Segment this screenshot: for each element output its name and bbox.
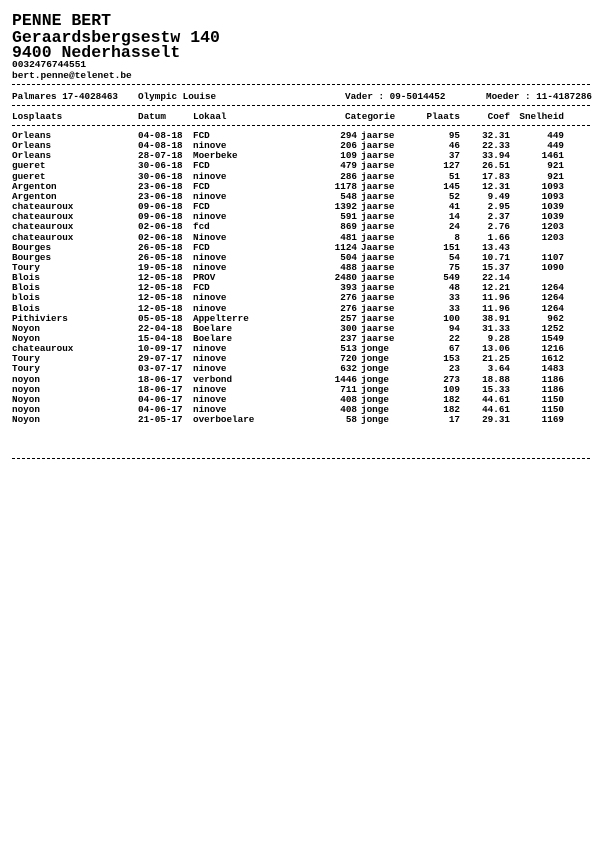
- cell-coef: 1.66: [487, 231, 510, 243]
- owner-name: PENNE BERT: [12, 11, 112, 30]
- cell-coef: 15.37: [482, 261, 510, 273]
- cell-categorie: jaarse: [361, 221, 395, 233]
- cell-categorie: jaarse: [361, 150, 395, 162]
- pigeon-name: Olympic Louise: [138, 91, 217, 102]
- cell-coef: 9.28: [487, 333, 510, 344]
- cell-coef: 3.64: [487, 363, 510, 375]
- cell-deelnemers: 294: [340, 130, 357, 141]
- cell-lokaal: PROV: [193, 272, 216, 284]
- cell-coef: 15.33: [482, 383, 510, 395]
- cell-plaats: 46: [448, 140, 460, 152]
- cell-losplaats: Orleans: [12, 130, 52, 141]
- cell-deelnemers: 109: [340, 150, 357, 162]
- cell-deelnemers: 711: [340, 383, 357, 395]
- cell-lokaal: FCD: [193, 160, 210, 172]
- cell-snelheid: 1483: [541, 363, 564, 375]
- cell-coef: 2.37: [487, 211, 510, 223]
- table-row: [0, 293, 600, 303]
- cell-plaats: 17: [448, 414, 460, 426]
- father-label: Vader : 09-5014452: [345, 91, 446, 102]
- cell-losplaats: blois: [12, 292, 40, 304]
- owner-city: 9400 Nederhasselt: [12, 43, 181, 62]
- cell-categorie: jaarse: [361, 333, 395, 344]
- cell-categorie: jaarse: [361, 211, 395, 223]
- cell-snelheid: 1093: [541, 180, 564, 192]
- table-row: [0, 354, 600, 364]
- cell-datum: 04-08-18: [138, 130, 183, 141]
- cell-categorie: jonge: [361, 373, 389, 385]
- cell-categorie: jonge: [361, 393, 389, 405]
- table-row: [0, 314, 600, 324]
- cell-deelnemers: 548: [340, 190, 357, 202]
- cell-losplaats: Toury: [12, 363, 40, 375]
- cell-datum: 02-06-18: [138, 221, 183, 233]
- cell-deelnemers: 481: [340, 231, 357, 243]
- cell-datum: 26-05-18: [138, 251, 183, 263]
- header-coef: Coef: [487, 111, 510, 122]
- cell-losplaats: noyon: [12, 383, 40, 395]
- cell-coef: 29.31: [482, 414, 510, 426]
- cell-plaats: 48: [448, 282, 460, 294]
- cell-datum: 26-05-18: [138, 241, 183, 253]
- table-row: [0, 304, 600, 314]
- cell-datum: 03-07-17: [138, 363, 183, 375]
- cell-lokaal: ninove: [193, 140, 227, 152]
- divider: [12, 84, 590, 85]
- cell-coef: 32.31: [482, 130, 510, 141]
- cell-snelheid: 1039: [541, 211, 564, 223]
- table-row: [0, 415, 600, 425]
- cell-coef: 38.91: [482, 312, 510, 324]
- cell-categorie: jaarse: [361, 170, 395, 182]
- cell-lokaal: ninove: [193, 353, 227, 365]
- cell-categorie: jaarse: [361, 130, 395, 141]
- cell-datum: 19-05-18: [138, 261, 183, 273]
- divider: [12, 105, 590, 106]
- cell-plaats: 153: [443, 353, 460, 365]
- table-row: [0, 131, 600, 141]
- cell-snelheid: 1150: [541, 404, 564, 416]
- cell-deelnemers: 408: [340, 393, 357, 405]
- cell-plaats: 95: [448, 130, 460, 141]
- divider: [12, 125, 590, 126]
- cell-losplaats: chateauroux: [12, 211, 74, 223]
- cell-deelnemers: 632: [340, 363, 357, 375]
- cell-lokaal: FCD: [193, 180, 210, 192]
- cell-plaats: 23: [448, 363, 460, 375]
- cell-losplaats: Noyon: [12, 333, 40, 344]
- cell-plaats: 52: [448, 190, 460, 202]
- cell-deelnemers: 408: [340, 404, 357, 416]
- cell-datum: 30-06-18: [138, 160, 183, 172]
- cell-datum: 12-05-18: [138, 282, 183, 294]
- cell-lokaal: FCD: [193, 130, 210, 141]
- cell-plaats: 549: [443, 272, 460, 284]
- cell-deelnemers: 276: [340, 292, 357, 304]
- cell-datum: 23-06-18: [138, 180, 183, 192]
- cell-lokaal: Boelare: [193, 333, 233, 344]
- cell-coef: 33.94: [482, 150, 510, 162]
- cell-categorie: jaarse: [361, 180, 395, 192]
- cell-categorie: jonge: [361, 414, 389, 426]
- cell-losplaats: chateauroux: [12, 221, 74, 233]
- cell-coef: 9.49: [487, 190, 510, 202]
- cell-snelheid: 1252: [541, 322, 564, 334]
- cell-plaats: 22: [448, 333, 460, 344]
- cell-datum: 05-05-18: [138, 312, 183, 324]
- cell-lokaal: ninove: [193, 292, 227, 304]
- table-row: [0, 375, 600, 385]
- table-row: [0, 172, 600, 182]
- cell-snelheid: 1203: [541, 231, 564, 243]
- cell-losplaats: chateauroux: [12, 201, 74, 213]
- divider: [12, 458, 590, 459]
- cell-snelheid: 449: [547, 130, 564, 141]
- cell-losplaats: Toury: [12, 261, 40, 273]
- cell-snelheid: 1107: [541, 251, 564, 263]
- cell-plaats: 109: [443, 383, 460, 395]
- cell-deelnemers: 257: [340, 312, 357, 324]
- cell-coef: 18.88: [482, 373, 510, 385]
- cell-deelnemers: 58: [345, 414, 357, 426]
- cell-datum: 21-05-17: [138, 414, 183, 426]
- cell-lokaal: ninove: [193, 261, 227, 273]
- owner-street: Geraardsbergsestw 140: [12, 28, 220, 47]
- cell-lokaal: ninove: [193, 393, 227, 405]
- cell-lokaal: verbond: [193, 373, 233, 385]
- cell-plaats: 94: [448, 322, 460, 334]
- cell-coef: 21.25: [482, 353, 510, 365]
- cell-coef: 2.95: [487, 201, 510, 213]
- cell-lokaal: ninove: [193, 302, 227, 314]
- table-row: [0, 141, 600, 151]
- cell-categorie: jonge: [361, 383, 389, 395]
- cell-deelnemers: 206: [340, 140, 357, 152]
- cell-datum: 04-08-18: [138, 140, 183, 152]
- cell-categorie: jaarse: [361, 261, 395, 273]
- table-header: [0, 112, 600, 122]
- cell-datum: 12-05-18: [138, 292, 183, 304]
- cell-coef: 31.33: [482, 322, 510, 334]
- cell-datum: 15-04-18: [138, 333, 183, 344]
- palmares-label: Palmares 17-4028463: [12, 91, 119, 102]
- cell-coef: 12.21: [482, 282, 510, 294]
- cell-coef: 12.31: [482, 180, 510, 192]
- cell-losplaats: Argenton: [12, 180, 57, 192]
- header-plaats: Plaats: [426, 111, 460, 122]
- cell-datum: 18-06-17: [138, 373, 183, 385]
- cell-coef: 44.61: [482, 393, 510, 405]
- header-losplaats: Losplaats: [12, 111, 63, 122]
- cell-snelheid: 1186: [541, 383, 564, 395]
- cell-deelnemers: 276: [340, 302, 357, 314]
- cell-lokaal: FCD: [193, 201, 210, 213]
- cell-deelnemers: 1392: [334, 201, 357, 213]
- cell-datum: 22-04-18: [138, 322, 183, 334]
- cell-coef: 22.14: [482, 272, 510, 284]
- cell-categorie: jaarse: [361, 140, 395, 152]
- cell-deelnemers: 393: [340, 282, 357, 294]
- cell-lokaal: ninove: [193, 251, 227, 263]
- cell-losplaats: gueret: [12, 170, 46, 182]
- mother-label: Moeder : 11-4187286: [485, 91, 592, 102]
- header-lokaal: Lokaal: [193, 111, 227, 122]
- pigeon-info-line: [0, 92, 600, 102]
- cell-losplaats: chateauroux: [12, 231, 74, 243]
- cell-snelheid: 921: [547, 170, 564, 182]
- table-row: [0, 385, 600, 395]
- table-row: [0, 334, 600, 344]
- cell-losplaats: gueret: [12, 160, 46, 172]
- cell-snelheid: 449: [547, 140, 564, 152]
- cell-lokaal: FCD: [193, 241, 210, 253]
- cell-coef: 17.83: [482, 170, 510, 182]
- cell-lokaal: ninove: [193, 170, 227, 182]
- cell-lokaal: ninove: [193, 363, 227, 375]
- cell-categorie: jaarse: [361, 322, 395, 334]
- cell-plaats: 41: [448, 201, 460, 213]
- cell-coef: 10.71: [482, 251, 510, 263]
- cell-datum: 12-05-18: [138, 272, 183, 284]
- cell-datum: 18-06-17: [138, 383, 183, 395]
- cell-snelheid: 1186: [541, 373, 564, 385]
- cell-datum: 02-06-18: [138, 231, 183, 243]
- cell-losplaats: Orleans: [12, 140, 52, 152]
- cell-categorie: jonge: [361, 353, 389, 365]
- table-row: [0, 253, 600, 263]
- cell-lokaal: FCD: [193, 282, 210, 294]
- cell-deelnemers: 237: [340, 333, 357, 344]
- cell-categorie: jaarse: [361, 201, 395, 213]
- cell-coef: 11.96: [482, 292, 510, 304]
- cell-categorie: jonge: [361, 404, 389, 416]
- cell-plaats: 182: [443, 404, 460, 416]
- cell-datum: 04-06-17: [138, 404, 183, 416]
- cell-deelnemers: 513: [340, 343, 357, 355]
- cell-coef: 11.96: [482, 302, 510, 314]
- cell-plaats: 37: [448, 150, 460, 162]
- cell-plaats: 273: [443, 373, 460, 385]
- cell-deelnemers: 720: [340, 353, 357, 365]
- cell-snelheid: 1612: [541, 353, 564, 365]
- cell-snelheid: 1169: [541, 414, 564, 426]
- cell-lokaal: ninove: [193, 404, 227, 416]
- cell-coef: 22.33: [482, 140, 510, 152]
- cell-plaats: 8: [454, 231, 460, 243]
- cell-snelheid: 1039: [541, 201, 564, 213]
- cell-categorie: Jaarse: [361, 241, 395, 253]
- cell-snelheid: 1264: [541, 292, 564, 304]
- cell-deelnemers: 1124: [334, 241, 357, 253]
- cell-snelheid: 1203: [541, 221, 564, 233]
- cell-lokaal: Appelterre: [193, 312, 249, 324]
- cell-lokaal: ninove: [193, 343, 227, 355]
- cell-snelheid: 1461: [541, 150, 564, 162]
- table-row: [0, 233, 600, 243]
- table-row: [0, 263, 600, 273]
- table-row: [0, 182, 600, 192]
- table-row: [0, 273, 600, 283]
- table-row: [0, 161, 600, 171]
- cell-lokaal: fcd: [193, 221, 210, 233]
- cell-coef: 13.43: [482, 241, 510, 253]
- cell-datum: 10-09-17: [138, 343, 183, 355]
- cell-snelheid: 1264: [541, 302, 564, 314]
- cell-deelnemers: 488: [340, 261, 357, 273]
- cell-lokaal: Boelare: [193, 322, 233, 334]
- cell-datum: 30-06-18: [138, 170, 183, 182]
- cell-deelnemers: 479: [340, 160, 357, 172]
- table-row: [0, 405, 600, 415]
- cell-losplaats: Blois: [12, 272, 40, 284]
- cell-plaats: 151: [443, 241, 460, 253]
- cell-categorie: jaarse: [361, 251, 395, 263]
- cell-coef: 13.06: [482, 343, 510, 355]
- table-row: [0, 395, 600, 405]
- cell-plaats: 67: [448, 343, 460, 355]
- cell-snelheid: 1093: [541, 190, 564, 202]
- cell-deelnemers: 286: [340, 170, 357, 182]
- cell-coef: 44.61: [482, 404, 510, 416]
- cell-losplaats: Noyon: [12, 393, 40, 405]
- cell-lokaal: ninove: [193, 383, 227, 395]
- cell-plaats: 182: [443, 393, 460, 405]
- cell-plaats: 33: [448, 292, 460, 304]
- cell-categorie: jaarse: [361, 190, 395, 202]
- owner-email: bert.penne@telenet.be: [12, 70, 132, 81]
- header-datum: Datum: [138, 111, 166, 122]
- cell-categorie: jaarse: [361, 282, 395, 294]
- header-snelheid: Snelheid: [519, 111, 564, 122]
- cell-losplaats: Bourges: [12, 241, 52, 253]
- cell-losplaats: Pithiviers: [12, 312, 68, 324]
- cell-losplaats: Orleans: [12, 150, 52, 162]
- cell-deelnemers: 1178: [334, 180, 357, 192]
- cell-coef: 2.76: [487, 221, 510, 233]
- cell-lokaal: Moerbeke: [193, 150, 238, 162]
- cell-plaats: 145: [443, 180, 460, 192]
- cell-losplaats: noyon: [12, 404, 40, 416]
- cell-snelheid: 1090: [541, 261, 564, 273]
- cell-deelnemers: 591: [340, 211, 357, 223]
- cell-plaats: 51: [448, 170, 460, 182]
- cell-deelnemers: 869: [340, 221, 357, 233]
- table-row: [0, 364, 600, 374]
- cell-categorie: jaarse: [361, 231, 395, 243]
- cell-plaats: 24: [448, 221, 460, 233]
- cell-datum: 09-06-18: [138, 201, 183, 213]
- cell-plaats: 75: [448, 261, 460, 273]
- table-row: [0, 344, 600, 354]
- cell-categorie: jaarse: [361, 312, 395, 324]
- cell-snelheid: 921: [547, 160, 564, 172]
- cell-datum: 04-06-17: [138, 393, 183, 405]
- cell-deelnemers: 1446: [334, 373, 357, 385]
- cell-coef: 26.51: [482, 160, 510, 172]
- owner-phone: 0032476744551: [12, 59, 87, 70]
- cell-plaats: 127: [443, 160, 460, 172]
- cell-snelheid: 1264: [541, 282, 564, 294]
- cell-deelnemers: 504: [340, 251, 357, 263]
- table-row: [0, 324, 600, 334]
- cell-lokaal: Ninove: [193, 231, 227, 243]
- cell-categorie: jaarse: [361, 272, 395, 284]
- cell-datum: 12-05-18: [138, 302, 183, 314]
- cell-plaats: 33: [448, 302, 460, 314]
- cell-categorie: jaarse: [361, 292, 395, 304]
- cell-lokaal: ninove: [193, 190, 227, 202]
- table-row: [0, 192, 600, 202]
- cell-losplaats: chateauroux: [12, 343, 74, 355]
- table-row: [0, 243, 600, 253]
- cell-losplaats: Argenton: [12, 190, 57, 202]
- cell-datum: 28-07-18: [138, 150, 183, 162]
- cell-losplaats: Noyon: [12, 322, 40, 334]
- cell-datum: 29-07-17: [138, 353, 183, 365]
- cell-deelnemers: 300: [340, 322, 357, 334]
- cell-snelheid: 962: [547, 312, 564, 324]
- cell-snelheid: 1216: [541, 343, 564, 355]
- cell-losplaats: Noyon: [12, 414, 40, 426]
- cell-deelnemers: 2480: [334, 272, 357, 284]
- cell-datum: 09-06-18: [138, 211, 183, 223]
- table-row: [0, 202, 600, 212]
- cell-plaats: 14: [448, 211, 460, 223]
- cell-lokaal: ninove: [193, 211, 227, 223]
- cell-losplaats: noyon: [12, 373, 40, 385]
- cell-losplaats: Bourges: [12, 251, 52, 263]
- table-row: [0, 151, 600, 161]
- cell-plaats: 54: [448, 251, 460, 263]
- cell-plaats: 100: [443, 312, 460, 324]
- cell-categorie: jaarse: [361, 160, 395, 172]
- cell-snelheid: 1549: [541, 333, 564, 344]
- cell-datum: 23-06-18: [138, 190, 183, 202]
- cell-lokaal: overboelare: [193, 414, 255, 426]
- cell-losplaats: Toury: [12, 353, 40, 365]
- cell-categorie: jonge: [361, 363, 389, 375]
- cell-categorie: jonge: [361, 343, 389, 355]
- header-categorie: Categorie: [345, 111, 396, 122]
- cell-snelheid: 1150: [541, 393, 564, 405]
- cell-losplaats: Blois: [12, 302, 40, 314]
- cell-categorie: jaarse: [361, 302, 395, 314]
- table-row: [0, 283, 600, 293]
- table-row: [0, 212, 600, 222]
- table-row: [0, 222, 600, 232]
- cell-losplaats: Blois: [12, 282, 40, 294]
